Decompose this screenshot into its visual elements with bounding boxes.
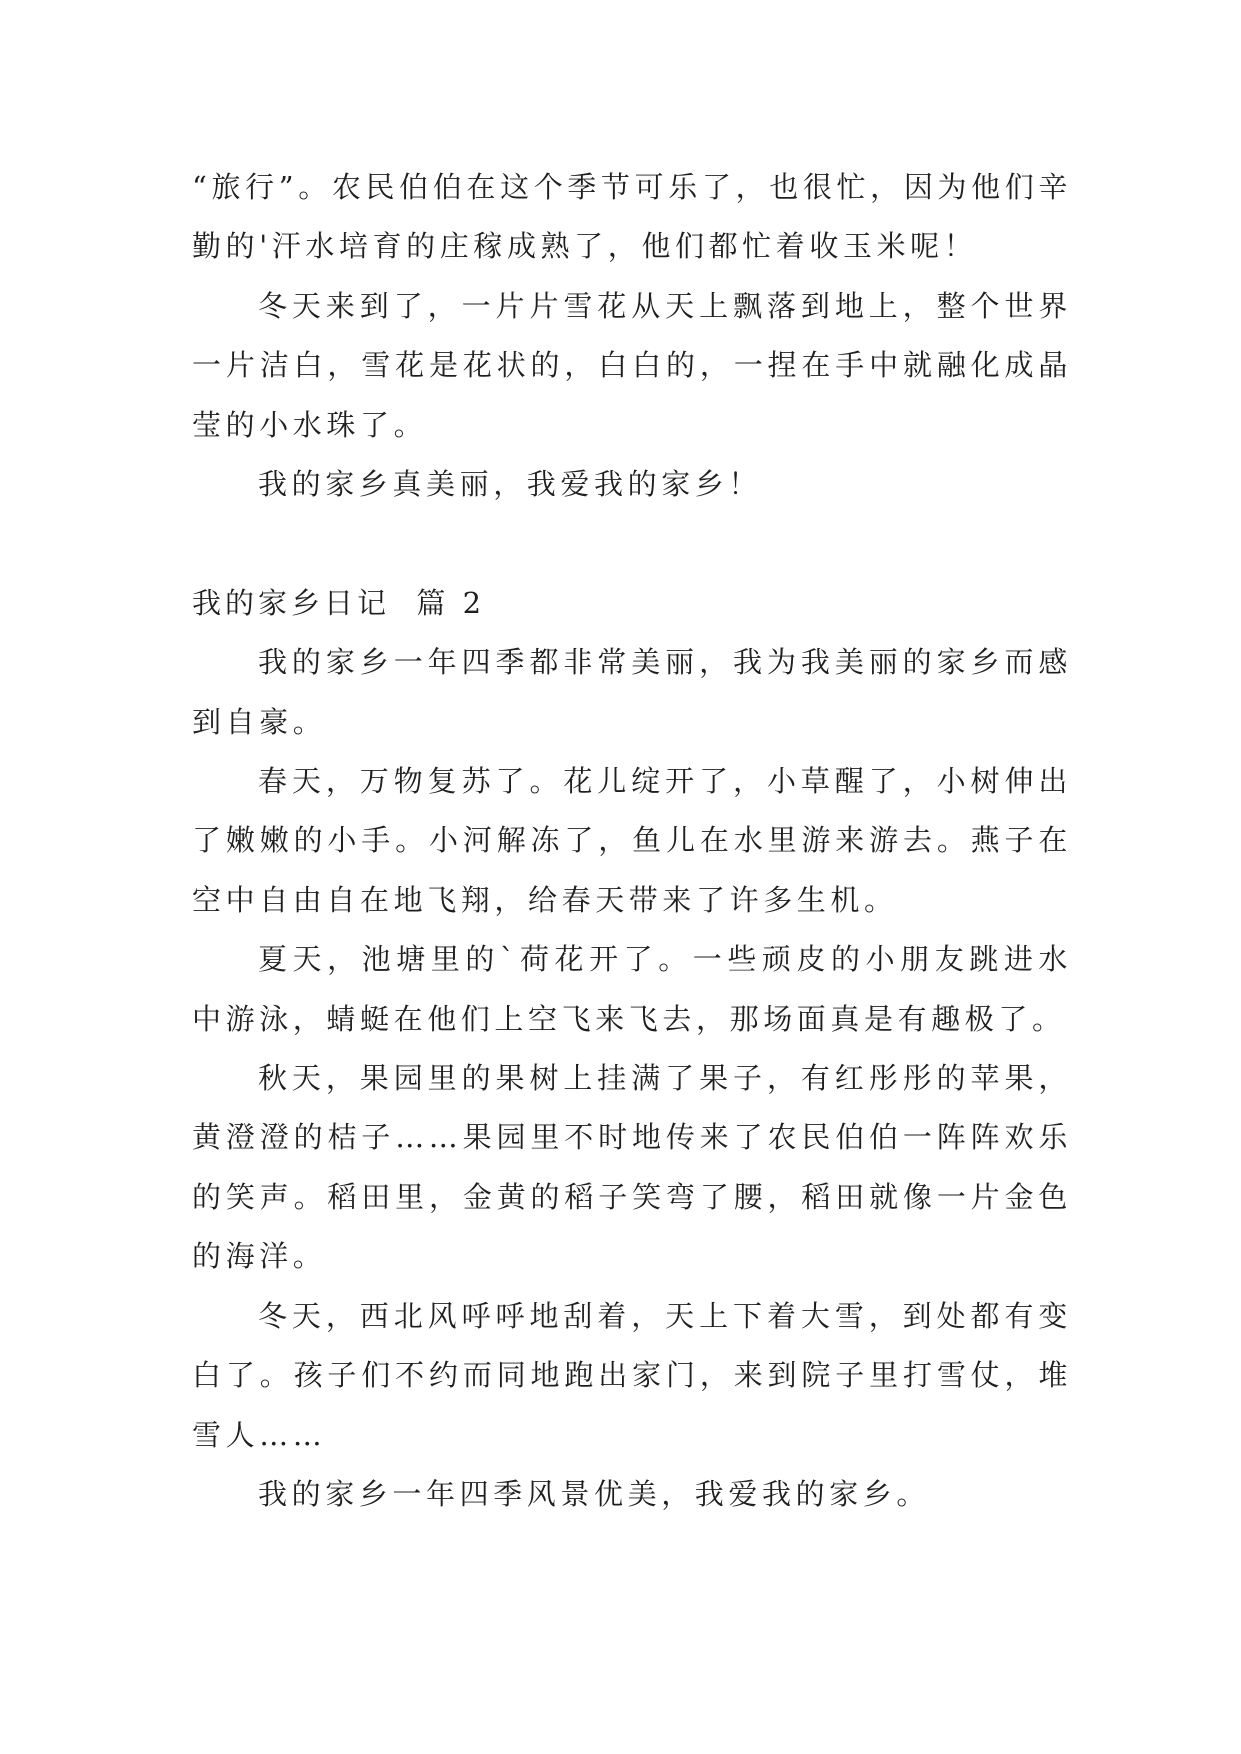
paragraph-conclusion: 我的家乡一年四季风景优美，我爱我的家乡。: [258, 1476, 931, 1511]
paragraph-closing: 我的家乡真美丽，我爱我的家乡！: [258, 467, 763, 502]
paragraph-autumn: 秋天，果园里的果树上挂满了果子，有红彤彤的苹果，黄澄澄的桔子……果园里不时地传来了农民伯伯一阵阵欢乐的笑声。稻田里，金黄的稻子笑弯了腰，稻田就像一片金色的海洋。: [192, 1061, 1072, 1274]
paragraph-continued: “旅行”。农民伯伯在这个季节可乐了，也很忙，因为他们辛勤的'汗水培育的庄稼成熟了，他们都忙着收玉米呢！: [192, 170, 1072, 264]
section-heading: 我的家乡日记 篇 2: [192, 585, 486, 620]
paragraph-winter: 冬天来到了，一片片雪花从天上飘落到地上，整个世界一片洁白，雪花是花状的，白白的，一捏在手中就融化成晶莹的小水珠了。: [192, 288, 1072, 442]
document-body: [192, 158, 1072, 1524]
paragraph-spring: 春天，万物复苏了。花儿绽开了，小草醒了，小树伸出了嫩嫩的小手。小河解冻了，鱼儿在水里游来游去。燕子在空中自由自在地飞翔，给春天带来了许多生机。: [192, 764, 1072, 917]
paragraph-intro: 我的家乡一年四季都非常美丽，我为我美丽的家乡而感到自豪。: [192, 645, 1072, 739]
section-spacer: [192, 514, 1072, 573]
paragraph-winter-2: 冬天，西北风呼呼地刮着，天上下着大雪，到处都有变白了。孩子们不约而同地跑出家门，来到院子里打雪仗，堆雪人……: [192, 1298, 1072, 1452]
paragraph-summer: 夏天，池塘里的`荷花开了。一些顽皮的小朋友跳进水中游泳，蜻蜓在他们上空飞来飞去，那场面真是有趣极了。: [192, 942, 1072, 1036]
